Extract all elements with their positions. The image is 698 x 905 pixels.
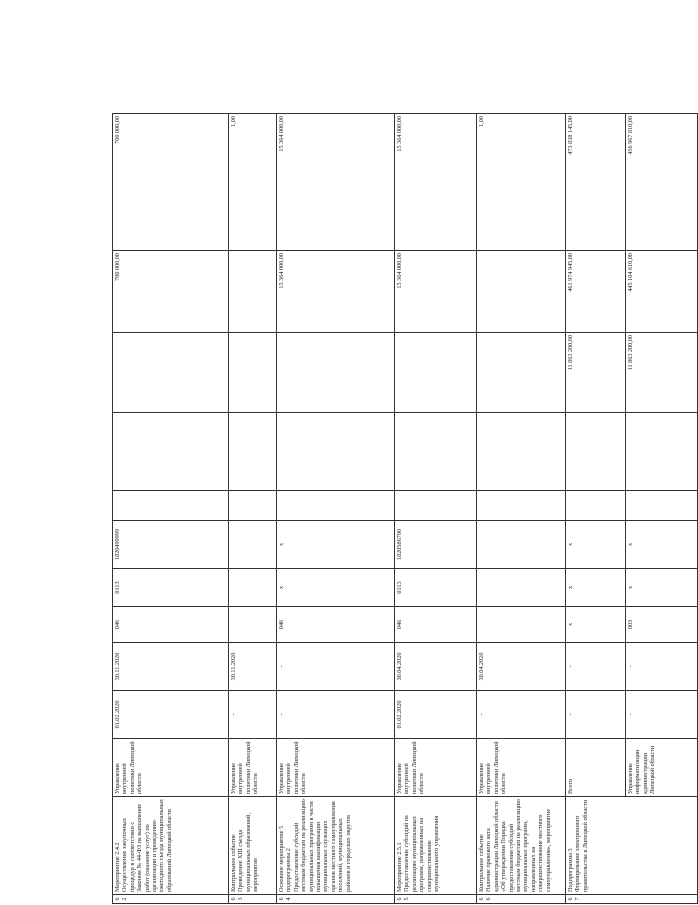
amount-total-cell: 1,00 <box>477 114 566 251</box>
grbs-code-cell <box>477 607 566 643</box>
target-article-cell <box>477 521 566 569</box>
amount-2-cell <box>113 333 229 413</box>
target-article-cell <box>229 521 277 569</box>
amount-total-cell: 15 364 000,00 <box>395 114 477 251</box>
activity-name-cell: Контрольное событие Наличие правового акта администрации Липецкой области «Об утверждении Порядка предоставления субсидий местным бюджетам на реализацию муниципальных программ, направленных на совершенствование местного самоуправления», мероприятие <box>477 797 566 895</box>
amount-3-cell: 15 364 000,00 <box>395 251 477 333</box>
executor-cell: Управление внутренней политики Липецкой области <box>395 739 477 797</box>
end-date-cell: - <box>277 643 395 691</box>
start-date-cell: - <box>626 691 698 739</box>
target-article-cell: x <box>277 521 395 569</box>
amount-2-cell <box>229 333 277 413</box>
amount-total-cell: 1,00 <box>229 114 277 251</box>
end-date-cell: - <box>566 643 626 691</box>
amount-1-cell <box>477 413 566 491</box>
target-article-cell: 1820586790 <box>395 521 477 569</box>
budget-table <box>112 113 698 904</box>
amount-1-cell <box>229 413 277 491</box>
activity-name-cell: Подпрограмма 3 Формирование электронного правительства в Липецкой области <box>566 797 698 895</box>
section-code-cell <box>477 569 566 607</box>
amount-total-cell: 473 838 145,00 <box>566 114 626 251</box>
amount-total-cell: 15 364 000,00 <box>277 114 395 251</box>
section-code-cell <box>229 569 277 607</box>
activity-name-cell: Мероприятие 2.4.2 Осуществление закупочных процедур в соответствии с Законом № 44-ФЗ на выполнение работ (оказание услуг) по организации и проведению ежегодного съезда муниципальных образований Липецкой области <box>113 797 229 895</box>
start-date-cell: 01.02.2020 <box>395 691 477 739</box>
section-code-cell: x <box>626 569 698 607</box>
vr-code-cell <box>113 491 229 521</box>
amount-3-cell: 445 104 610,00 <box>626 251 698 333</box>
row-number-cell: 62 <box>113 895 229 904</box>
rotated-table-page <box>112 114 657 904</box>
amount-2-cell <box>395 333 477 413</box>
end-date-cell: 30.04.2020 <box>395 643 477 691</box>
grbs-code-cell: 003 <box>626 607 698 643</box>
vr-code-cell <box>229 491 277 521</box>
vr-code-cell <box>395 491 477 521</box>
start-date-cell: - <box>566 691 626 739</box>
activity-name-cell: Основное мероприятие 5 подпрограммы 2 Предоставление субсидий местным бюджетам на реализацию муниципальных программ в части повышения квалификации муниципальных служащих органов местного самоуправления поселений, муниципальных районов и городских округов <box>277 797 395 895</box>
executor-cell: Управление внутренней политики Липецкой области <box>277 739 395 797</box>
amount-2-cell: 11 863 200,00 <box>626 333 698 413</box>
row-number-cell: 63 <box>229 895 277 904</box>
end-date-cell: 30.11.2020 <box>229 643 277 691</box>
row-number-cell: 65 <box>395 895 477 904</box>
section-code-cell: x <box>566 569 626 607</box>
table-row <box>229 114 277 904</box>
activity-name-cell: Контрольное событие Проведение XIII съезда муниципальных образований, мероприятие <box>229 797 277 895</box>
activity-name-cell: Мероприятие 2.5.1 Предоставление субсидий на реализацию муниципальных программ, направленных на совершенствование муниципального управления <box>395 797 477 895</box>
row-number-cell: 64 <box>277 895 395 904</box>
executor-cell: Управление информатизации администрации Липецкой области <box>626 739 698 797</box>
table-row <box>566 114 626 904</box>
executor-cell: Управление внутренней политики Липецкой области <box>229 739 277 797</box>
vr-code-cell <box>566 491 626 521</box>
start-date-cell: 01.02.2020 <box>113 691 229 739</box>
table-row <box>477 114 566 904</box>
target-article-cell: x <box>626 521 698 569</box>
amount-1-cell <box>626 413 698 491</box>
start-date-cell: - <box>229 691 277 739</box>
amount-total-cell: 700 000,00 <box>113 114 229 251</box>
executor-cell: Управление внутренней политики Липецкой области <box>113 739 229 797</box>
target-article-cell: 1820499999 <box>113 521 229 569</box>
end-date-cell: 30.04.2020 <box>477 643 566 691</box>
amount-1-cell <box>113 413 229 491</box>
grbs-code-cell: x <box>566 607 626 643</box>
start-date-cell: - <box>277 691 395 739</box>
amount-1-cell <box>277 413 395 491</box>
end-date-cell: - <box>626 643 698 691</box>
amount-3-cell: 15 364 000,00 <box>277 251 395 333</box>
grbs-code-cell: 046 <box>277 607 395 643</box>
target-article-cell: x <box>566 521 626 569</box>
start-date-cell: - <box>477 691 566 739</box>
vr-code-cell <box>477 491 566 521</box>
amount-3-cell: 461 974 945,00 <box>566 251 626 333</box>
table-row <box>113 114 229 904</box>
table-body <box>113 114 698 904</box>
amount-3-cell <box>229 251 277 333</box>
vr-code-cell <box>277 491 395 521</box>
section-code-cell: 0113 <box>113 569 229 607</box>
grbs-code-cell: 046 <box>395 607 477 643</box>
amount-2-cell: 11 863 200,00 <box>566 333 626 413</box>
executor-cell: Управление внутренней политики Липецкой области <box>477 739 566 797</box>
row-number-cell: 66 <box>477 895 566 904</box>
section-code-cell: x <box>277 569 395 607</box>
grbs-code-cell: 046 <box>113 607 229 643</box>
section-code-cell: 0113 <box>395 569 477 607</box>
amount-2-cell <box>477 333 566 413</box>
executor-cell: Всего <box>566 739 626 797</box>
amount-1-cell <box>395 413 477 491</box>
table-row <box>626 114 698 904</box>
amount-1-cell <box>566 413 626 491</box>
vr-code-cell <box>626 491 698 521</box>
amount-2-cell <box>277 333 395 413</box>
table-row <box>277 114 395 904</box>
amount-3-cell <box>477 251 566 333</box>
grbs-code-cell <box>229 607 277 643</box>
table-row <box>395 114 477 904</box>
amount-total-cell: 456 967 810,00 <box>626 114 698 251</box>
row-number-cell: 67 <box>566 895 698 904</box>
end-date-cell: 30.11.2020 <box>113 643 229 691</box>
amount-3-cell: 700 000,00 <box>113 251 229 333</box>
